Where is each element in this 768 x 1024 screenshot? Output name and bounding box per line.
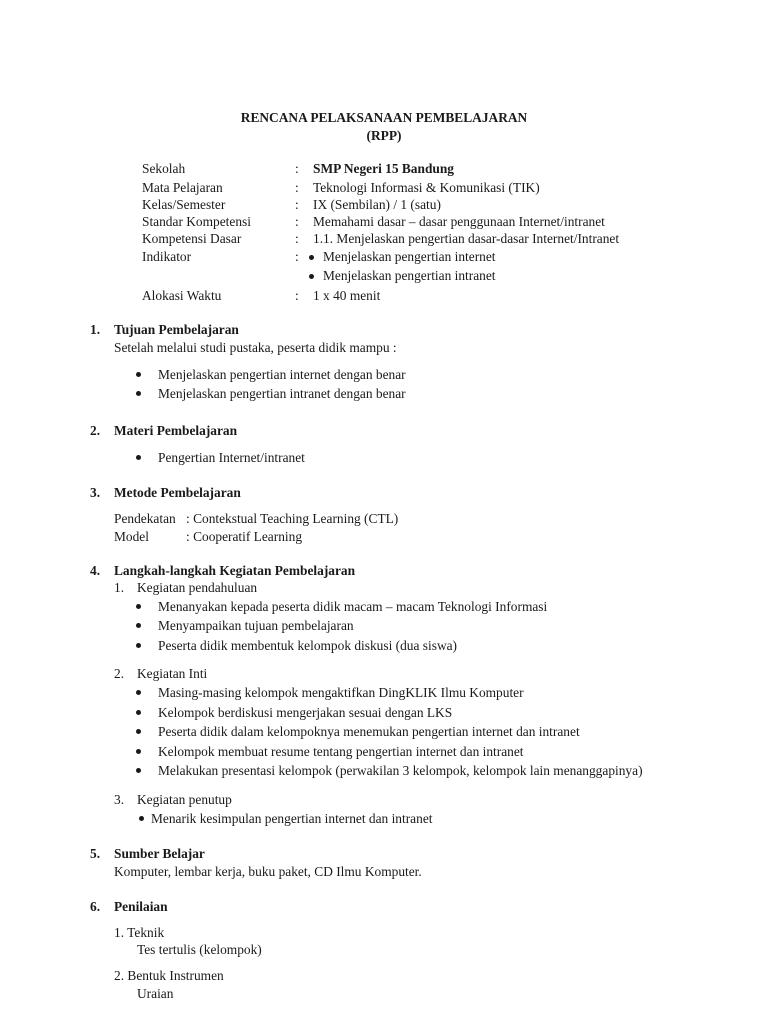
doc-title: RENCANA PELAKSANAAN PEMBELAJARAN [240, 110, 528, 125]
section-number: 6. [90, 899, 101, 914]
section-intro: Setelah melalui studi pustaka, peserta didik mampu : [114, 340, 397, 355]
list-item: Kelompok berdiskusi mengerjakan sesuai dengan LKS [158, 705, 453, 720]
list-item: Kelompok membuat resume tentang pengertian internet dan intranet [158, 744, 524, 759]
subsection-heading: Kegiatan pendahuluan [137, 580, 258, 595]
bullet-icon [136, 623, 141, 628]
bullet-icon [136, 749, 141, 754]
section-number: 3. [90, 485, 101, 500]
subsection-heading: Kegiatan penutup [137, 792, 232, 807]
assessment-label: 2. Bentuk Instrumen [114, 968, 224, 983]
section-text: Komputer, lembar kerja, buku paket, CD Ilmu Komputer. [114, 864, 422, 879]
identity-sep: : [295, 231, 299, 246]
section-heading: Langkah-langkah Kegiatan Pembelajaran [114, 563, 356, 578]
identity-value: 1.1. Menjelaskan pengertian dasar-dasar Internet/Intranet [313, 231, 620, 246]
list-item: Masing-masing kelompok mengaktifkan DingKLIK Ilmu Komputer [158, 685, 524, 700]
identity-sep: : [295, 249, 299, 264]
bullet-icon [136, 372, 141, 377]
identity-sep: : [295, 197, 299, 212]
bullet-icon [309, 274, 314, 279]
bullet-icon [136, 729, 141, 734]
bullet-icon [136, 391, 141, 396]
doc-subtitle: (RPP) [366, 128, 402, 143]
identity-value: Menjelaskan pengertian internet [323, 249, 496, 264]
bullet-icon [309, 255, 314, 260]
section-heading: Sumber Belajar [114, 846, 205, 861]
bullet-icon [139, 816, 144, 821]
list-item: Menanyakan kepada peserta didik macam – macam Teknologi Informasi [158, 599, 548, 614]
assessment-value: Uraian [137, 986, 174, 1001]
method-label: Model [114, 529, 149, 544]
section-heading: Metode Pembelajaran [114, 485, 241, 500]
bullet-icon [136, 768, 141, 773]
identity-label: Alokasi Waktu [142, 288, 222, 303]
identity-value: 1 x 40 menit [313, 288, 381, 303]
list-item: Menjelaskan pengertian intranet dengan benar [158, 386, 406, 401]
subsection-number: 2. [114, 666, 125, 681]
identity-label: Kompetensi Dasar [142, 231, 242, 246]
section-heading: Tujuan Pembelajaran [114, 322, 239, 337]
identity-value: Teknologi Informasi & Komunikasi (TIK) [313, 180, 540, 195]
identity-value: Memahami dasar – dasar penggunaan Internet/intranet [313, 214, 605, 229]
bullet-icon [136, 690, 141, 695]
identity-label: Mata Pelajaran [142, 180, 223, 195]
identity-sep: : [295, 180, 299, 195]
subsection-number: 1. [114, 580, 125, 595]
list-item: Pengertian Internet/intranet [158, 450, 305, 465]
identity-value: IX (Sembilan) / 1 (satu) [313, 197, 441, 212]
list-item: Menyampaikan tujuan pembelajaran [158, 618, 354, 633]
list-item: Peserta didik membentuk kelompok diskusi (dua siswa) [158, 638, 458, 653]
identity-label: Indikator [142, 249, 192, 264]
subsection-heading: Kegiatan Inti [137, 666, 208, 681]
section-heading: Materi Pembelajaran [114, 423, 238, 438]
identity-sep: : [295, 161, 299, 176]
list-item: Peserta didik dalam kelompoknya menemukan pengertian internet dan intranet [158, 724, 580, 739]
method-value: : Cooperatif Learning [186, 529, 303, 544]
list-item: Melakukan presentasi kelompok (perwakilan 3 kelompok, kelompok lain menanggapinya) [158, 763, 643, 778]
identity-label: Sekolah [142, 161, 186, 176]
section-number: 2. [90, 423, 101, 438]
method-label: Pendekatan [114, 511, 176, 526]
identity-label: Kelas/Semester [142, 197, 226, 212]
list-item: Menarik kesimpulan pengertian internet dan intranet [151, 811, 433, 826]
list-item: Menjelaskan pengertian internet dengan benar [158, 367, 406, 382]
section-number: 1. [90, 322, 101, 337]
section-heading: Penilaian [114, 899, 168, 914]
assessment-value: Tes tertulis (kelompok) [137, 942, 262, 957]
subsection-number: 3. [114, 792, 125, 807]
bullet-icon [136, 643, 141, 648]
bullet-icon [136, 710, 141, 715]
identity-value: Menjelaskan pengertian intranet [323, 268, 496, 283]
bullet-icon [136, 604, 141, 609]
bullet-icon [136, 455, 141, 460]
assessment-label: 1. Teknik [114, 925, 165, 940]
method-value: : Contekstual Teaching Learning (CTL) [186, 511, 399, 526]
identity-sep: : [295, 214, 299, 229]
identity-sep: : [295, 288, 299, 303]
section-number: 5. [90, 846, 101, 861]
identity-value: SMP Negeri 15 Bandung [313, 161, 454, 176]
section-number: 4. [90, 563, 101, 578]
identity-label: Standar Kompetensi [142, 214, 251, 229]
